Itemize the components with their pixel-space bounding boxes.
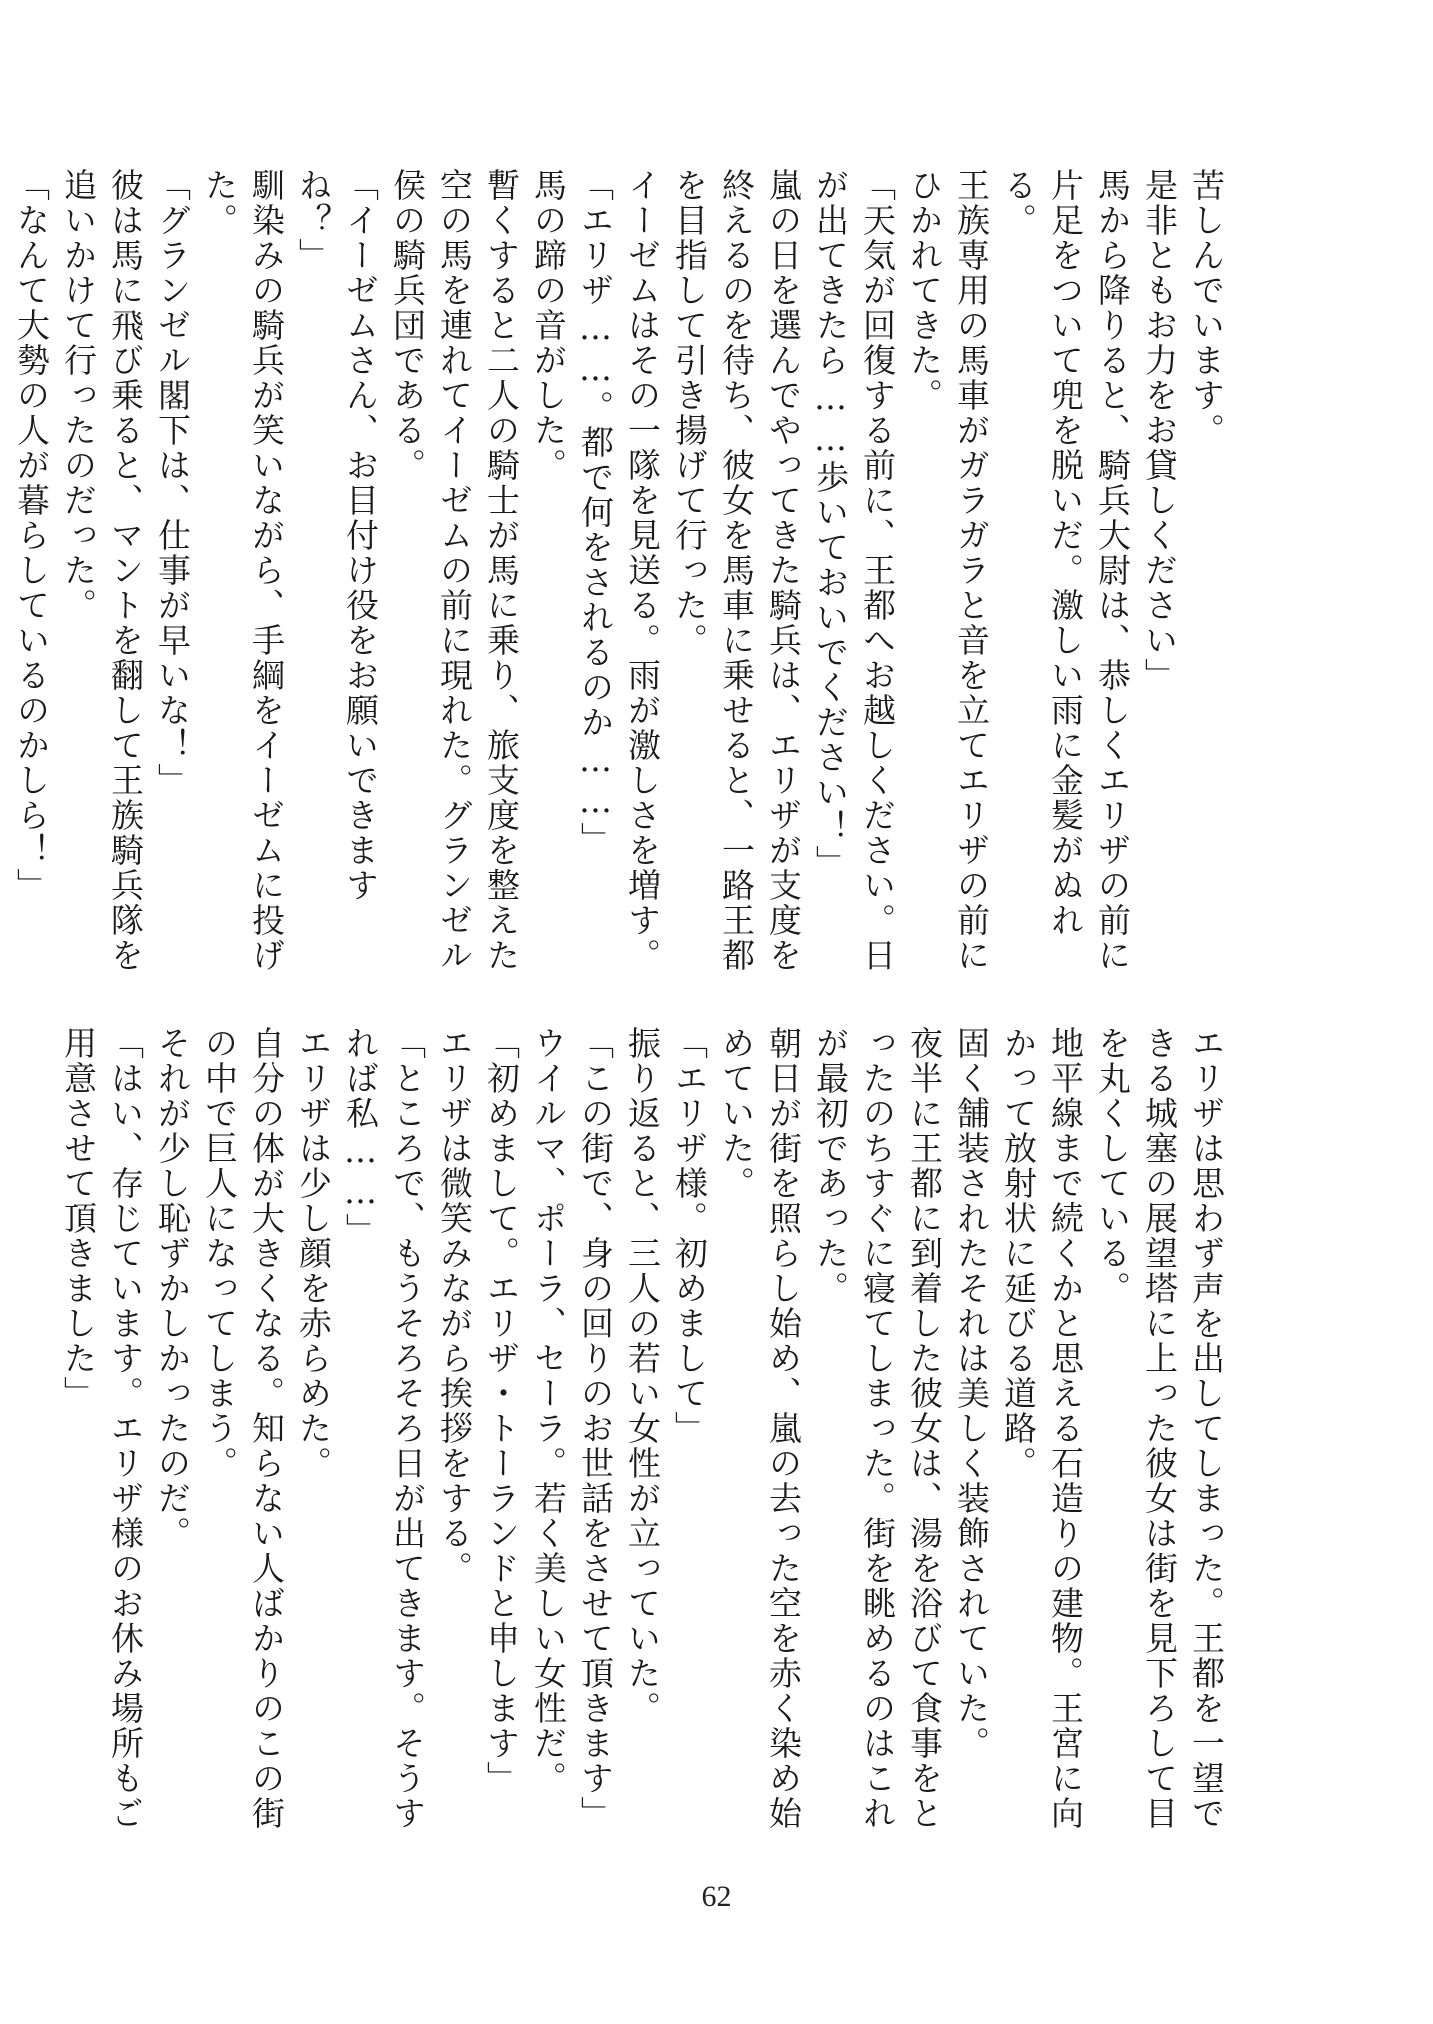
paragraph: 「天気が回復する前に、王都へお越しください。日が出てきたら……歩いておいでください！」 xyxy=(811,168,897,973)
paragraph: 自分の体が大きくなる。知らない人ばかりのこの街の中で巨人になってしまう。 xyxy=(200,1026,286,1831)
paragraph: それが少し恥ずかしかったのだ。 xyxy=(153,1026,192,1551)
paragraph: 「この街で、身の回りのお世話をさせて頂きます」 xyxy=(576,1026,615,1831)
paragraph: 「エリザ様。初めまして」 xyxy=(670,1026,709,1446)
paragraph: 「ところで、もうそろそろ日が出てきます。そうすれば私……」 xyxy=(341,1026,427,1831)
upper-text-column xyxy=(12,168,1230,974)
paragraph: 固く舗装されたそれは美しく装飾されていた。 xyxy=(952,1026,991,1761)
paragraph: 朝日が街を照らし始め、嵐の去った空を赤く染め始めていた。 xyxy=(717,1026,803,1831)
paragraph: エリザは思わず声を出してしまった。王都を一望できる城塞の展望塔に上った彼女は街を見下ろして目を丸くしている。 xyxy=(1093,1026,1226,1831)
paragraph: 地平線まで続くかと思える石造りの建物。王宮に向かって放射状に延びる道路。 xyxy=(999,1026,1085,1831)
paragraph: 馴染みの騎兵が笑いながら、手綱をイーゼムに投げた。 xyxy=(200,168,286,973)
paragraph: 馬から降りると、騎兵大尉は、恭しくエリザの前に片足をついて兜を脱いだ。激しい雨に金髪がぬれる。 xyxy=(999,168,1132,973)
paragraph: エリザは微笑みながら挨拶をする。 xyxy=(435,1026,474,1586)
paragraph: 振り返ると、三人の若い女性が立っていた。 xyxy=(623,1026,662,1726)
paragraph: エリザは少し顔を赤らめた。 xyxy=(294,1026,333,1481)
paragraph: 「エリザ……。都で何をされるのか……」 xyxy=(576,168,615,857)
paragraph: 「グランゼル閣下は、仕事が早いな！」 xyxy=(153,168,192,798)
paragraph: 王族専用の馬車がガラガラと音を立てエリザの前にひかれてきた。 xyxy=(905,168,991,973)
paragraph: 「イーゼムさん、お目付け役をお願いできますね？」 xyxy=(294,168,380,903)
paragraph: 馬の蹄の音がした。 xyxy=(529,168,568,483)
paragraph: 暫くすると二人の騎士が馬に乗り、旅支度を整えた空の馬を連れてイーゼムの前に現れた。グランゼル侯の騎兵団である。 xyxy=(388,168,521,973)
paragraph: 「初めまして。エリザ・トーランドと申します」 xyxy=(482,1026,521,1796)
lower-text-column xyxy=(59,1026,1230,1832)
paragraph: ウイルマ、ポーラ、セーラ。若く美しい女性だ。 xyxy=(529,1026,568,1796)
paragraph: 夜半に王都に到着した彼女は、湯を浴びて食事をとったのちすぐに寝てしまった。街を眺めるのはこれが最初であった。 xyxy=(811,1026,944,1831)
paragraph: 嵐の日を選んでやってきた騎兵は、エリザが支度を終えるのを待ち、彼女を馬車に乗せると、一路王都を目指して引き揚げて行った。 xyxy=(670,168,803,973)
paragraph: 是非ともお力をお貸しください」 xyxy=(1140,168,1179,693)
page-number: 62 xyxy=(701,1880,732,1913)
paragraph: 「はい、存じています。エリザ様のお休み場所もご用意させて頂きました」 xyxy=(59,1026,145,1831)
paragraph: 苦しんでいます。 xyxy=(1187,168,1226,448)
paragraph: 「なんて大勢の人が暮らしているのかしら！」 xyxy=(12,168,51,903)
paragraph: 彼は馬に飛び乗ると、マントを翻して王族騎兵隊を追いかけて行ったのだった。 xyxy=(59,168,145,973)
paragraph: イーゼムはその一隊を見送る。雨が激しさを増す。 xyxy=(623,168,662,973)
